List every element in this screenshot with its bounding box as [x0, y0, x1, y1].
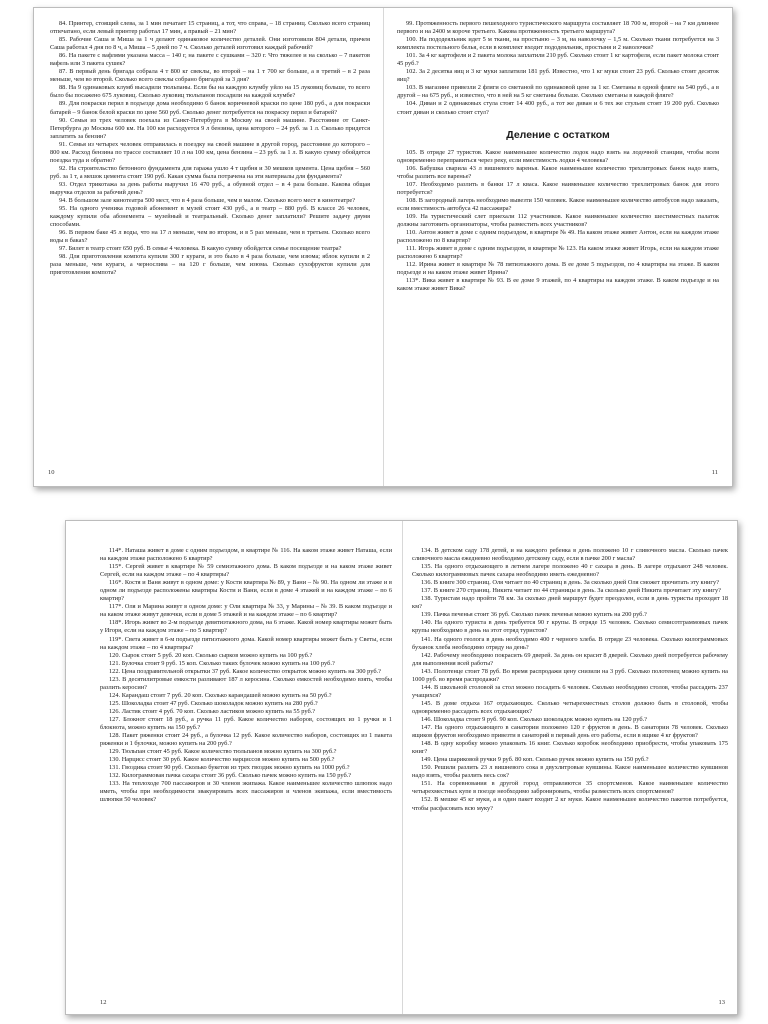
problem-text: 141. На одного геолога в день необходимо 400 г черного хлеба. В отряде 23 человека. Сколько килограммовых буханок хлеба необходимо отряду на день? [412, 635, 728, 651]
problem-text: 131. Гвоздика стоит 90 руб. Сколько букетов из трех гвоздик можно купить на 1000 руб.? [109, 764, 350, 772]
page-11-text [397, 20, 719, 472]
problem-text: 133. На теплоходе 700 пассажиров и 30 членов экипажа. Какое наименьшее количество шлюпок надо иметь, чтобы при необходимости эвакуировать всех пассажиров и членов экипажа, если вместимость шлюпки 50 человек? [100, 780, 392, 804]
problem-text: 116*. Костя и Ваня живут в одном доме: у Кости квартира № 89, у Вани – № 90. На одном ли этаже и в одном ли подъезде расположены квартиры Кости и Вани, если в доме 4 этажей и на каждом этаже – по 6 квартир? [100, 579, 392, 603]
problem-text: 122. Цена поздравительной открытки 37 руб. Какое количество открыток можно купить на 300 руб.? [109, 667, 381, 675]
problem-text: 119*. Света живет в 6-м подъезде пятиэтажного дома. Какой номер квартиры может быть у Светы, если на каждом этаже – по 4 квартиры? [100, 635, 392, 651]
problems-99-104 [397, 20, 719, 117]
page-number: 12 [100, 999, 107, 1006]
problem-text: 93. Отдел трикотажа за день работы выручил 16 470 руб., а обувной отдел – в 4 раза больше. Какова общая выручка отделов за рабочий день? [50, 180, 370, 196]
problems-105-113 [397, 149, 719, 294]
problem-text: 124. Карандаш стоит 7 руб. 20 коп. Сколько карандашей можно купить на 50 руб.? [109, 691, 332, 699]
problem-text: 100. На пододеяльник идет 5 м ткани, на простыню – 3 м, на наволочку – 1,5 м. Сколько ткани потребуется на 3 комплекта постельного белья, если в комплект входит пододеяльник, простыня и 2 наволочки? [397, 36, 719, 52]
problem-text: 97. Билет в театр стоит 650 руб. В семье 4 человека. В какую сумму обойдется семье посещение театра? [59, 245, 342, 253]
problem-text: 149. Цена шариковой ручки 9 руб. 80 коп. Сколько ручек можно купить на 150 руб.? [421, 756, 649, 764]
page-13-text [412, 547, 728, 1007]
problem-text: 109. На туристический слет приехали 112 участников. Какое наименьшее количество шестиместных палаток должны заготовить организаторы, чтобы разместить всех участников? [397, 212, 719, 228]
problem-text: 88. На 9 одинаковых клумб высадили тюльпаны. Если бы на каждую клумбу уйло на 15 луковиц больше, то всего было бы посажено 675 луковиц. Сколько луковиц тюльпанов посадили на каждой клумбе? [50, 84, 370, 100]
problem-text: 104. Диван и 2 одинаковых стула стоят 14 400 руб., а тот же диван и 6 тех же стульев стоят 19 200 руб. Сколько стоит диван и сколько стоит стул? [397, 100, 719, 116]
problem-text: 130. Нарцисс стоит 30 руб. Какое количество нарциссов можно купить на 500 руб.? [109, 756, 335, 764]
problem-text: 140. На одного туриста в день требуется 90 г крупы. В отряде 15 человек. Сколько семисотграммовых пачек крупы необходимо в день на этот отряд туристов? [412, 619, 728, 635]
problem-text: 128. Пакет ряженки стоит 24 руб., а булочка 12 руб. Какое количество наборов, состоящих из 1 пакета ряженки и 1 булочки, можно купить на 200 руб.? [100, 732, 392, 748]
problem-text: 96. В первом баке 45 л воды, что на 17 л меньше, чем во втором, и в 5 раз меньше, чем в третьем. Сколько всего воды в баках? [50, 229, 370, 245]
problem-text: 137. В книге 270 страниц. Никита читает по 44 страницы в день. За сколько дней Никита прочитает эту книгу? [421, 587, 721, 595]
problem-text: 98. Для приготовления компота купили 300 г кураги, и это было в 4 раза больше, чем изюма; яблок купили в 2 раза меньше, чем кураги, а чернослива – на 120 г больше, чем изюма. Сколько сухофруктов купили для приготовления компота? [50, 253, 370, 277]
problem-text: 121. Булочка стоит 9 руб. 15 коп. Сколько таких булочек можно купить на 100 руб.? [109, 659, 335, 667]
problem-text: 145. В доме отдыха 167 отдыхающих. Сколько четырехместных столов должно быть в столовой, чтобы одновременно рассадить всех отдыхающих? [412, 699, 728, 715]
problem-text: 106. Бабушка сварила 43 л вишневого варенья. Какое наименьшее количество трехлитровых банок надо взять, чтобы разлить все варенье? [397, 164, 719, 180]
problem-text: 127. Блокнот стоит 18 руб., а ручка 11 руб. Какое количество наборов, состоящих из 1 ручки и 1 блокнота, можно купить на 150 руб.? [100, 715, 392, 732]
problem-text: 115*. Сергей живет в квартире № 59 семиэтажного дома. В каком подъезде и на каком этаже живет Сергей, если на каждом этаже – по 4 квартиры? [100, 563, 392, 579]
problem-text: 117*. Оля и Марина живут в одном доме: у Оли квартира № 33, у Марины – № 39. В каком подъезде и на каком этаже живут девочки, если в доме 5 этажей и на каждом этаже – по 6 квартир? [100, 603, 392, 619]
problem-text: 86. На пакете с вафлями указана масса – 140 г, на пакете с сушками – 320 г. Что тяжелее и на сколько – 7 пакетов вафель или 3 пакета сушек? [50, 52, 370, 68]
problem-text: 107. Необходимо разлить в банки 17 л кваса. Какое наименьшее количество трехлитровых банок для этого потребуется? [397, 180, 719, 196]
problem-text: 123. В десятилитровые емкости разливают 187 л керосина. Сколько емкостей необходимо взять, чтобы разлить керосин? [100, 675, 392, 691]
page-10-text [50, 20, 370, 472]
page-number: 10 [48, 469, 55, 476]
problem-text: 94. В большом зале кинотеатра 500 мест, что в 4 раза больше, чем в малом. Сколько всего мест в кинотеатре? [59, 197, 356, 205]
problem-text: 99. Протяженность первого пешеходного туристического маршрута составляет 18 700 м, второй – на 7 км длиннее первого и на 2400 м короче третьего. Какова протяженность третьего маршрута? [397, 20, 719, 36]
problem-text: 126. Ластик стоит 4 руб. 70 коп. Сколько ластиков можно купить на 55 руб.? [109, 707, 316, 715]
problem-text: 111. Игорь живет в доме с одним подъездом, в квартире № 123. На каком этаже живет Игорь, если на каждом этаже расположено 6 квартир? [397, 245, 719, 261]
page-number: 13 [718, 999, 725, 1006]
problem-text: 136. В книге 300 страниц. Оля читает по 40 страниц в день. За сколько дней Оля сможет прочитать эту книгу? [421, 579, 720, 587]
problem-text: 148. В одну коробку можно упаковать 16 книг. Сколько коробок необходимо приобрести, чтобы упаковать 175 книг? [412, 740, 728, 756]
page-number: 11 [711, 469, 718, 476]
page-12-text [100, 547, 392, 1007]
section-title: Деление с остатком [506, 128, 610, 141]
problem-text: 90. Семья из трех человек поехала из Санкт-Петербурга в Москву на своей машине. Расстояние от Санкт-Петербурга до Москвы 600 км. На 100 км расходуется 9 л бензина, цена которого – 24 руб. за 1 л. Сколько придется заплатить за бензин? [50, 116, 370, 140]
problem-text: 125. Шоколадка стоит 47 руб. Сколько шоколадок можно купить на 280 руб.? [109, 699, 318, 707]
problem-text: 85. Рабочие Саша и Миша за 1 ч делают одинаковое количество деталей. Они изготовили 804 детали, причем Саша работал 4 дня по 8 ч, а Миша – 5 дней по 7 ч. Сколько деталей изготовил каждый рабочий? [50, 36, 370, 52]
problem-text: 144. В школьной столовой за стол можно посадить 6 человек. Сколько необходимо столов, чтобы рассадить 237 учащихся? [412, 683, 728, 699]
problem-text: 143. Полотенце стоит 78 руб. Во время распродажи цену снизили на 3 руб. Сколько полотенец можно купить на 1000 руб. во время распродажи? [412, 667, 728, 683]
problem-text: 87. В первый день бригада собрала 4 т 800 кг свеклы, во второй – на 1 т 700 кг больше, а в третий – в 2 раза меньше, чем во второй. Сколько всего свеклы собрано бригадой за 3 дня? [50, 68, 370, 84]
problem-text: 84. Принтер, стоящий слева, за 1 мин печатает 15 страниц, а тот, что справа, – 18 страниц. Сколько всего страниц отпечатано, если левый принтер работал 17 мин, а правый – 21 мин? [50, 20, 370, 36]
problem-text: 105. В отряде 27 туристов. Какое наименьшее количество лодок надо взять на лодочной станции, чтобы всем одновременно переправиться через реку, если вместимость лодки 4 человека? [397, 148, 719, 164]
page-spread-12-13 [65, 520, 738, 1015]
problem-text: 110. Антон живет в доме с одним подъездом, в квартире № 49. На каком этаже живет Антон, если на каждом этаже расположено по 8 квартир? [397, 229, 719, 245]
page-fold [402, 521, 403, 1014]
problem-text: 103. В магазине привезли 2 фляги со сметаной по одинаковой цене за 1 кг. Сметаны в одной фляге на 540 руб., а в другой – на 675 руб., и известно, что в ней на 5 кг сметаны больше. Сколько сметаны в каждой фляге? [397, 84, 719, 100]
problem-text: 120. Сырок стоит 5 руб. 20 коп. Сколько сырков можно купить на 100 руб.? [109, 651, 313, 659]
problem-text: 142. Рабочему необходимо покрасить 69 дверей. За день он красит 8 дверей. Сколько дней потребуется рабочему для выполнения всей работы? [412, 651, 728, 667]
problem-text: 147. На одного отдыхающего в санатории положено 120 г фруктов в день. В санатории 78 человек. Сколько ящиков фруктов необходимо привезти в санаторий в первый день его работы, если в ящике 4 кг фруктов? [412, 724, 728, 740]
problem-text: 138. Туристам надо пройти 78 км. За сколько дней маршрут будет преодолен, если в день туристы проходят 18 км? [412, 595, 728, 611]
problem-text: 91. Семья из четырех человек отправилась в поездку на своей машине в другой город, расстояние до которого – 800 км. Расход бензина по трассе составляет 10 л на 100 км, цена бензина – 23 руб. за 1 л. В какую сумму обойдется поездка туда и обратно? [50, 140, 370, 164]
problem-text: 151. На соревнования в другой город отправляются 35 спортсменов. Какое наименьшее количество четырехместных купе в поезде необходимо забронировать, чтобы разместить всех спортсменов? [412, 780, 728, 796]
problem-text: 112. Ирина живет в квартире № 78 пятиэтажного дома. В ее доме 5 подъездов, по 4 квартиры на этаже. В каком подъезде и на каком этаже живет Ирина? [397, 261, 719, 277]
problem-text: 89. Для покраски перил в подъезде дома необходимо 6 банок коричневой краски по цене 180 руб., а для покраски батарей – 9 банок белой краски по цене 560 руб. Сколько денег потребуется на покраску перил и батарей? [50, 100, 370, 116]
problem-text: 114*. Наташа живет в доме с одним подъездом, в квартире № 116. На каком этаже живет Наташа, если на каждом этаже расположено 6 квартир? [100, 547, 392, 563]
problem-text: 135. На одного отдыхающего в летнем лагере положено 40 г сахара в день. В лагере отдыхают 248 человек. Сколько килограммовых пачек сахара необходимо иметь ежедневно? [412, 563, 728, 579]
problem-text: 113*. Вика живет в квартире № 93. В ее доме 9 этажей, по 4 квартиры на каждом этаже. В каком подъезде и на каком этаже живет Вика? [397, 277, 719, 293]
problem-text: 139. Пачка печенья стоит 36 руб. Сколько пачек печенья можно купить на 200 руб.? [421, 611, 647, 619]
problem-text: 152. В мешке 45 кг муки, а в один пакет входит 2 кг муки. Какое наименьшее количество пакетов потребуется, чтобы расфасовать всю муку? [412, 796, 728, 812]
problem-text: 150. Решили разлить 23 л вишневого сока в двухлитровые кувшины. Какое наименьшее количество кувшинов надо взять, чтобы разлить весь сок? [412, 764, 728, 780]
problem-text: 129. Тюльпан стоит 45 руб. Какое количество тюльпанов можно купить на 300 руб.? [109, 748, 337, 756]
page-spread-10-11 [33, 7, 733, 487]
problem-text: 108. В загородный лагерь необходимо вывезти 150 человек. Какое наименьшее количество автобусов надо заказать, если вместимость автобуса 42 пассажира? [397, 196, 719, 212]
problem-text: 95. На одного ученика годовой абонемент в музей стоит 430 руб., а в театр – 880 руб. В классе 26 человек, каждому купили оба абонемента – музейный и театральный. Сколько денег заплатили? Решите задачу двумя способами. [50, 205, 370, 229]
problem-text: 92. На строительство бетонного фундамента для гаража ушло 4 т щебня и 30 мешков цемента. Цена щебня – 560 руб. за 1 т, а мешок цемента стоит 190 руб. Какая сумма была потрачена на эти материалы для фундамента? [50, 164, 370, 180]
problem-text: 101. За 4 кг картофеля и 2 пакета молока заплатили 210 руб. Сколько стоит 1 кг картофеля, если пакет молока стоит 45 руб.? [397, 52, 719, 68]
problem-text: 134. В детском саду 178 детей, и на каждого ребенка в день положено 10 г сливочного масла. Сколько пачек сливочного масла ежедневно необходимо детскому саду, если в пачке 200 г масла? [412, 547, 728, 563]
problem-text: 118*. Игорь живет во 2-м подъезде девятиэтажного дома, на 6 этаже. Какой номер квартиры может быть у Игоря, если на каждом этаже – по 5 квартир? [100, 619, 392, 635]
page-fold [383, 8, 384, 486]
problem-text: 146. Шоколадка стоит 9 руб. 90 коп. Сколько шоколадок можно купить на 120 руб.? [421, 715, 647, 723]
problem-text: 102. За 2 десятка яиц и 3 кг муки заплатили 181 руб. Известно, что 1 кг муки стоит 23 руб. Сколько стоит десяток яиц? [397, 68, 719, 84]
problem-text: 132. Килограммовая пачка сахара стоит 36 руб. Сколько пачек можно купить на 150 руб.? [109, 772, 352, 780]
